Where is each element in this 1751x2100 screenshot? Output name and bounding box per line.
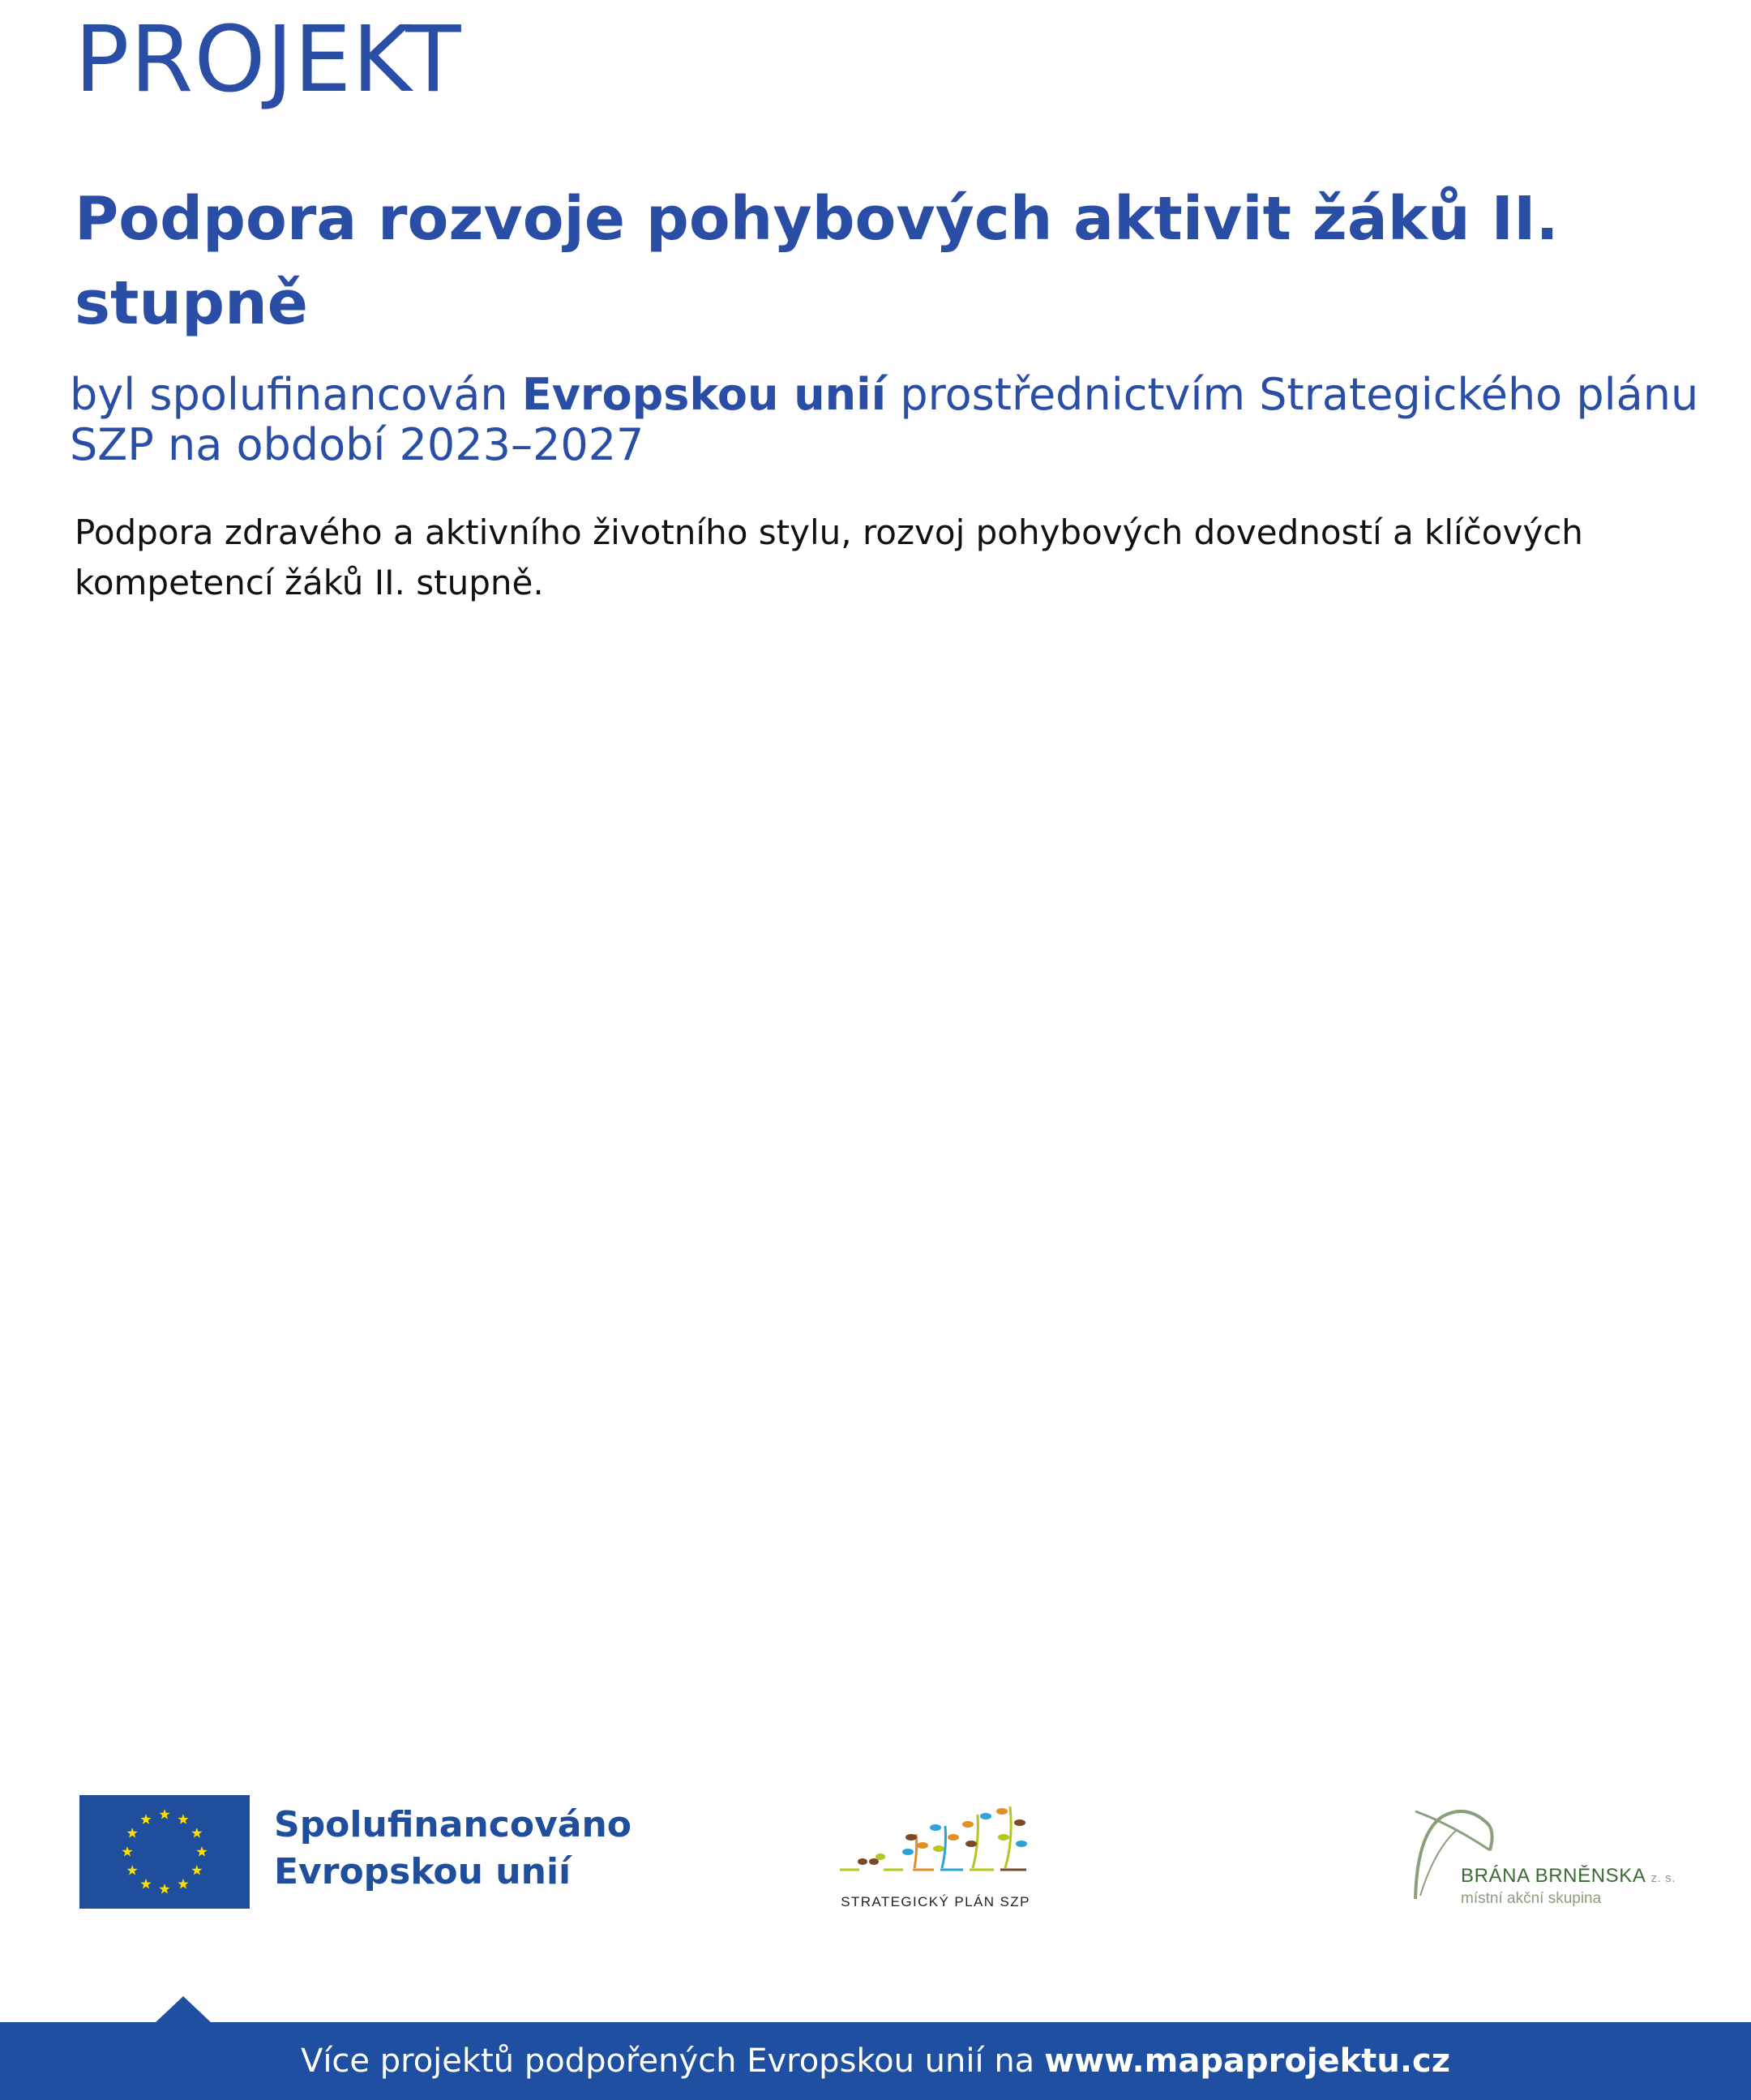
footer-text: Více projektů podpořených Evropskou unií na <box>300 2042 1035 2080</box>
brana-suffix: z. s. <box>1650 1871 1676 1885</box>
eu-line-1: Spolufinancováno <box>274 1804 632 1845</box>
footer-link[interactable]: www.mapaprojektu.cz <box>1044 2042 1451 2080</box>
funding-eu: Evropskou unií <box>521 369 887 420</box>
project-title: Podpora rozvoje pohybových aktivit žáků II. stupně <box>75 184 1559 338</box>
brana-name-text: BRÁNA BRNĚNSKA <box>1461 1865 1646 1887</box>
funding-statement <box>70 370 1707 470</box>
eu-line-2: Evropskou unií <box>274 1851 572 1892</box>
page-heading: PROJEKT <box>75 7 462 113</box>
funding-suffix: prostřednictvím Strategického plánu SZP na období 2023–2027 <box>70 369 1699 470</box>
funding-prefix: byl spolufinancován <box>70 369 508 420</box>
eu-cofunded-label <box>274 1802 631 1896</box>
eu-flag-icon <box>79 1795 250 1909</box>
footer-bar <box>0 2022 1751 2100</box>
project-description: Podpora zdravého a aktivního životního stylu, rozvoj pohybových dovedností a klíčových kompetencí žáků II. stupně. <box>75 512 1583 602</box>
szp-caption: STRATEGICKÝ PLÁN SZP <box>841 1894 1030 1909</box>
footer-notch <box>154 1996 212 2024</box>
brana-subtitle: místní akční skupina <box>1461 1890 1602 1907</box>
brana-name <box>1461 1865 1676 1888</box>
